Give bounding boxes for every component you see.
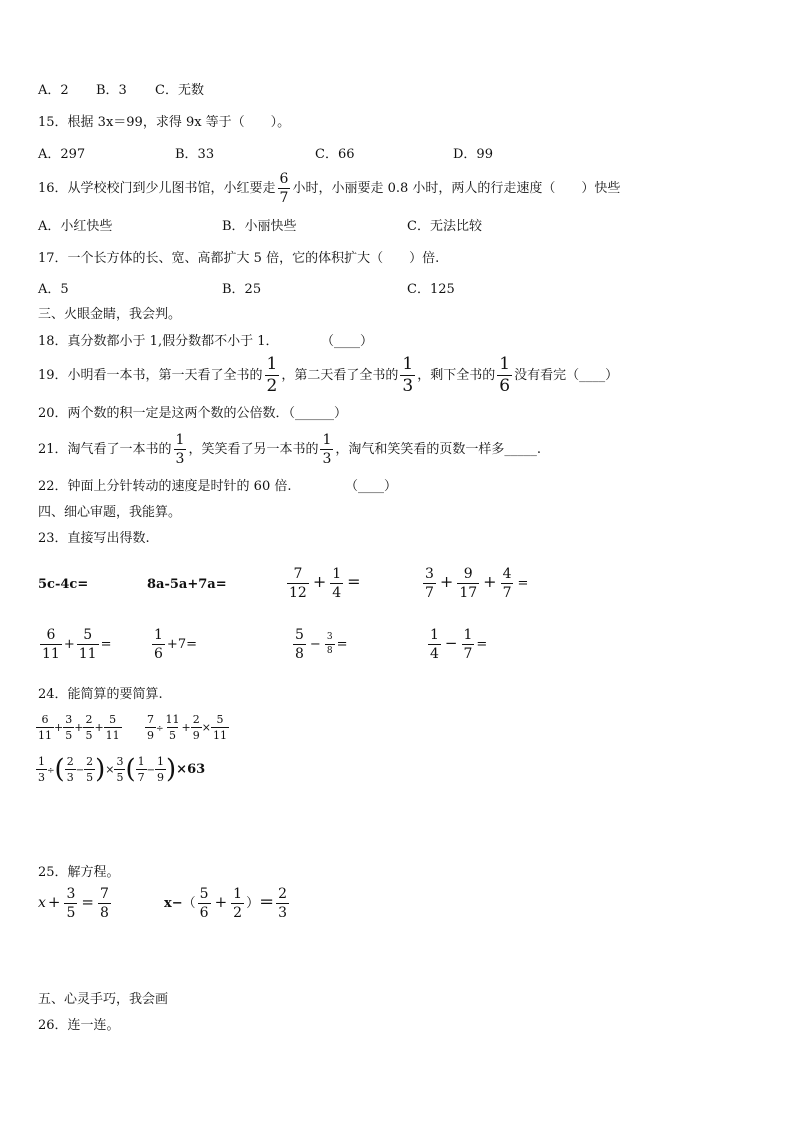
q21-fraction-1: $\frac{1}{3}$: [175, 432, 185, 467]
q19-fraction-3: $\frac{1}{6}$: [499, 354, 511, 396]
q21-answer-blank[interactable]: ，淘气和笑笑看的页数一样多_____.: [335, 442, 542, 457]
q15-option-d: D．99: [453, 147, 493, 162]
q16-option-c: C．无法比较: [407, 219, 482, 234]
q21-question: 21．淘气看了一本书的 $\frac{1}{3}$ ，笑笑看了另一本书的 $\frac{1}{3}$ ，淘气和笑笑看的页数一样多_____.: [38, 432, 542, 467]
q16-fraction: $\frac{6}{7}$: [279, 171, 289, 206]
q15-option-b: B．33: [175, 147, 215, 162]
q18-answer-blank[interactable]: （____）: [321, 334, 374, 349]
q20-question: 20．两个数的积一定是这两个数的公倍数．（______）: [38, 406, 348, 421]
q23-expr-3: $\frac{7}{12}$ + $\frac{1}{4}$ =: [289, 566, 361, 601]
q14-option-b: B．3: [96, 83, 127, 98]
q25-equation-1: x + $\frac{3}{5}$ = $\frac{7}{8}$: [38, 886, 109, 921]
q16-text-pre: 16．从学校校门到少儿图书馆，小红要走: [38, 181, 276, 196]
q17-option-c: C．125: [407, 282, 455, 297]
q23-expr-8: $\frac{1}{4}$ − $\frac{1}{7}$ =: [430, 627, 488, 662]
q22-answer-blank[interactable]: （____）: [345, 479, 398, 494]
q15-option-c: C．66: [315, 147, 355, 162]
q24-expr-1: $\frac{6}{11}$ + $\frac{3}{5}$ + $\frac{2}{5}$ + $\frac{5}{11}$: [38, 713, 120, 742]
q16-text-post: 小时，小丽要走 0.8 小时，两人的行走速度（ ）快些: [292, 181, 621, 196]
q21-fraction-2: $\frac{1}{3}$: [322, 432, 332, 467]
q17-options: [38, 281, 455, 299]
q26-title: 26．连一连。: [38, 1018, 120, 1033]
q16-question: [38, 172, 620, 206]
q23-expr-4: $\frac{3}{7}$ + $\frac{9}{17}$ + $\frac{4}{7}$ =: [425, 566, 529, 601]
q19-question: 19．小明看一本书，第一天看了全书的 $\frac{1}{2}$ ，第二天看了全书的 $\frac{1}{3}$ ，剩下全书的 $\frac{1}{6}$ 没有看完（____）: [38, 354, 619, 396]
q14-option-a: A．2: [38, 83, 69, 98]
q16-option-b: B．小丽快些: [222, 219, 297, 234]
q19-fraction-1: $\frac{1}{2}$: [266, 354, 278, 396]
q24-expr-2: $\frac{7}{9}$ ÷ $\frac{11}{5}$ + $\frac{2}{9}$ × $\frac{5}{11}$: [147, 713, 227, 742]
section-4-heading: 四、细心审题，我能算。: [38, 505, 182, 520]
q25-title: 25．解方程。: [38, 865, 120, 880]
q23-expr-1: 5c-4c=: [38, 577, 89, 592]
q15-question: 15．根据 3x＝99，求得 9x 等于（ ）。: [38, 115, 291, 130]
q15-option-a: A．297: [38, 147, 86, 162]
q14-option-c: C．无数: [155, 83, 204, 98]
q16-option-a: A．小红快些: [38, 219, 113, 234]
q23-expr-6: $\frac{1}{6}$ +7=: [154, 627, 197, 662]
q24-title: 24．能简算的要简算.: [38, 687, 163, 702]
q23-title: 23．直接写出得数.: [38, 531, 150, 546]
q15-options: [38, 146, 493, 164]
q22-question: 22．钟面上分针转动的速度是时针的 60 倍. （____）: [38, 479, 398, 494]
q23-expr-7: $\frac{5}{8}$ − $\frac{3}{8}$ =: [295, 627, 348, 662]
section-3-heading: 三、火眼金睛，我会判。: [38, 307, 182, 322]
q19-fraction-2: $\frac{1}{3}$: [402, 354, 414, 396]
q23-expr-2: 8a-5a+7a=: [147, 577, 227, 592]
q19-answer-blank[interactable]: 没有看完（____）: [514, 368, 619, 383]
q23-expr-5: $\frac{6}{11}$ + $\frac{5}{11}$ =: [42, 627, 112, 662]
section-5-heading: 五、心灵手巧，我会画: [38, 992, 169, 1007]
q17-option-b: B．25: [222, 282, 262, 297]
q17-option-a: A．5: [38, 282, 69, 297]
q17-question: 17．一个长方体的长、宽、高都扩大 5 倍，它的体积扩大（ ）倍.: [38, 251, 440, 266]
q24-expr-3: $\frac{1}{3}$ ÷( $\frac{2}{3}$ − $\frac{2}{5}$ )× $\frac{3}{5}$ ( $\frac{1}{7}$ − $\frac{1}{9}$ )×63: [38, 754, 206, 785]
q16-options: [38, 218, 482, 236]
q14-options: [38, 82, 204, 100]
q25-equation-2: x−（ $\frac{5}{6}$ + $\frac{1}{2}$ ）＝ $\frac{2}{3}$: [164, 886, 288, 921]
q18-question: 18．真分数都小于 1,假分数都不小于 1． （____）: [38, 334, 374, 349]
